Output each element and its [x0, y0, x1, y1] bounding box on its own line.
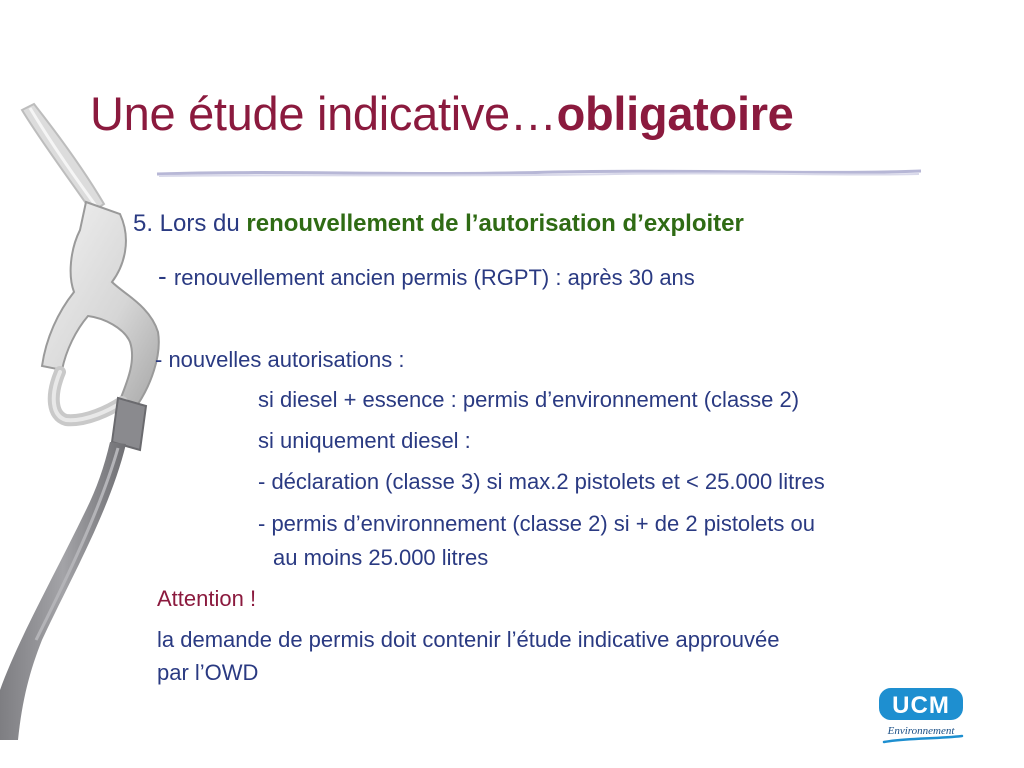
requirement-line-2: par l’OWD	[157, 660, 259, 685]
diesel-only-item: si uniquement diesel :	[258, 428, 471, 453]
logo-tagline: Environnement	[887, 725, 955, 737]
diesel-essence-item: si diesel + essence : permis d’environnement (classe 2)	[258, 387, 800, 412]
requirement-line-1: la demande de permis doit contenir l’étude indicative approuvée	[157, 627, 780, 652]
permit-item-line-2: au moins 25.000 litres	[273, 545, 489, 570]
logo-brand: UCM	[892, 692, 950, 719]
ucm-logo	[876, 686, 966, 748]
page-title	[90, 86, 794, 141]
renewal-text: renouvellement ancien permis (RGPT) : après 30 ans	[173, 265, 695, 290]
section-highlight: renouvellement de l’autorisation d’exploiter	[246, 210, 744, 237]
section-number: 5. Lors du	[133, 210, 247, 237]
section-heading	[133, 210, 744, 238]
renewal-item	[158, 261, 695, 292]
title-divider	[155, 166, 923, 180]
title-prefix: Une étude indicative…	[90, 87, 557, 140]
renewal-dash: -	[158, 261, 174, 291]
declaration-item: - déclaration (classe 3) si max.2 pistolets et < 25.000 litres	[258, 469, 825, 494]
permit-item-line-1: - permis d’environnement (classe 2) si + de 2 pistolets ou	[258, 511, 815, 536]
attention-label: Attention !	[157, 586, 257, 611]
new-permits-item: - nouvelles autorisations :	[155, 347, 405, 372]
title-emphasis: obligatoire	[556, 87, 794, 140]
